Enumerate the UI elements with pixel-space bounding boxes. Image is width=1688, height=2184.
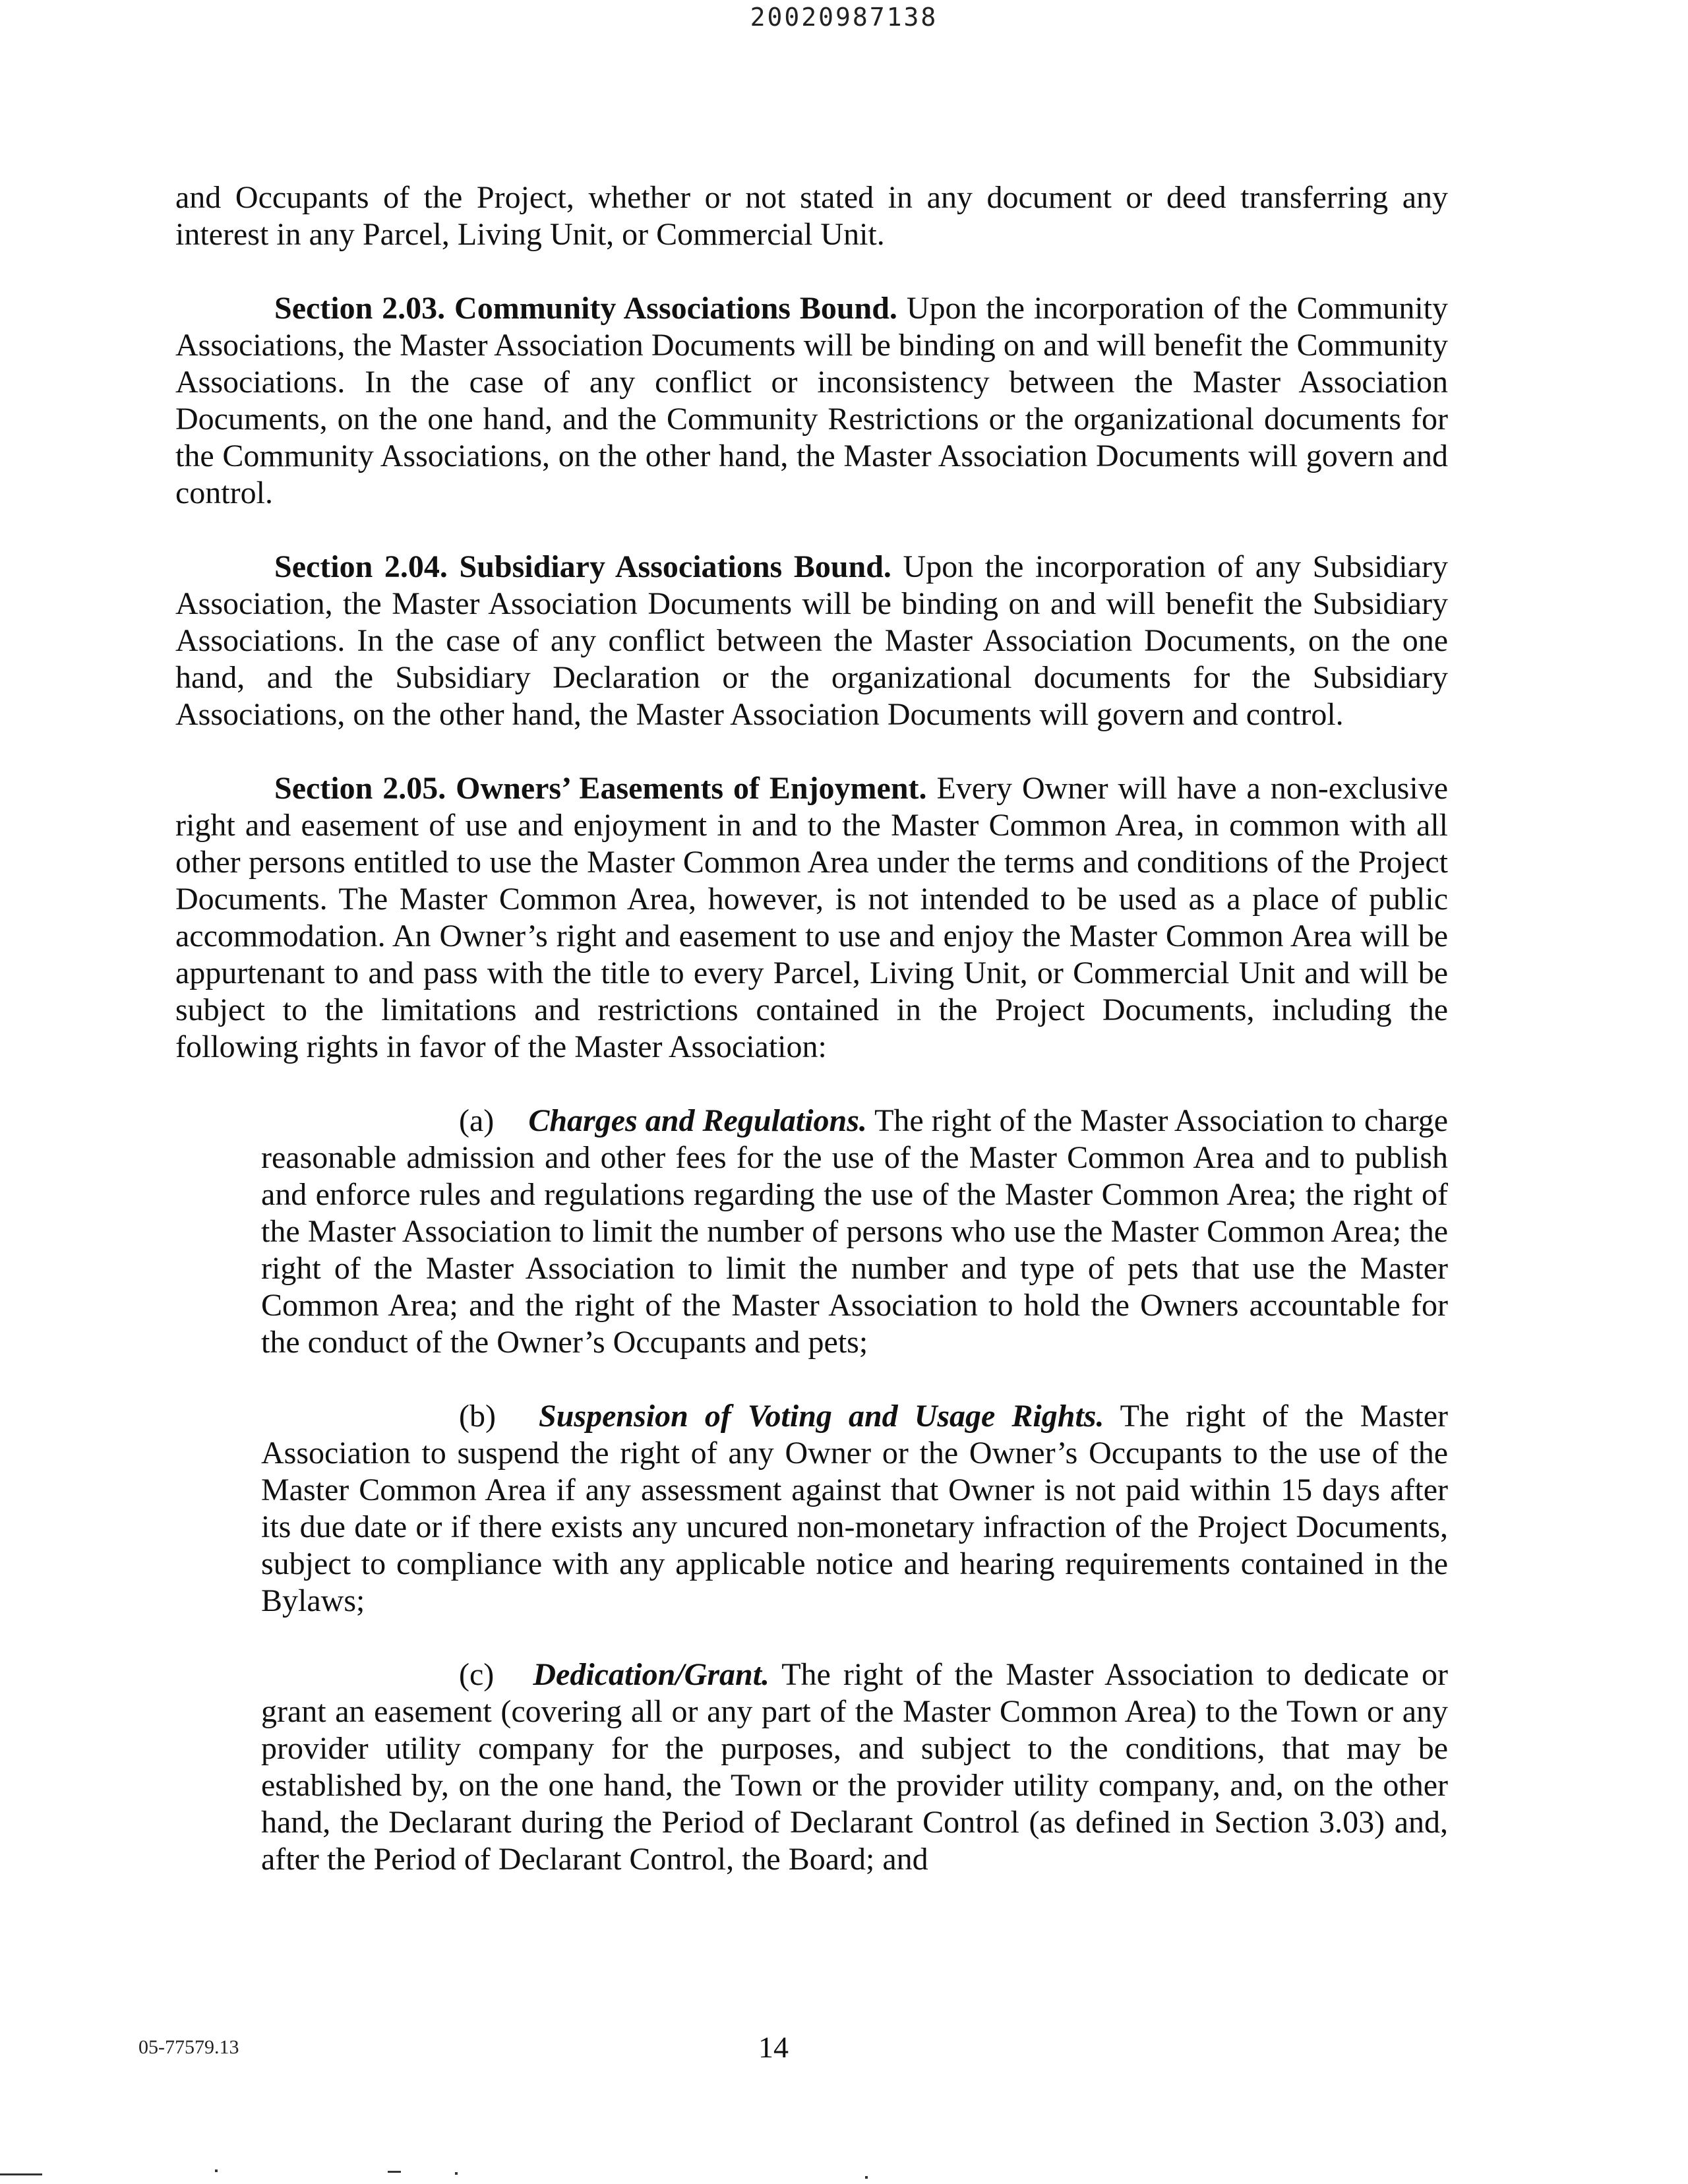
- document-body: [175, 179, 1448, 1915]
- subsection-b-heading: Suspension of Voting and Usage Rights.: [539, 1399, 1104, 1434]
- section-2-05-text: Every Owner will have a non-exclusive right and easement of use and enjoyment in and to the Master Common Area, in common with all other persons entitled to use the Master Common Area under the terms and conditions of the Project Documents. The Master Common Area, however, is not intended to be used as a place of public accommodation. An Owner’s right and easement to use and enjoy the Master Common Area will be appurtenant to and pass with the title to every Parcel, Living Unit, or Commercial Unit and will be subject to the limitations and restrictions contained in the Project Documents, including the following rights in favor of the Master Association:: [175, 771, 1449, 1064]
- continuation-paragraph: and Occupants of the Project, whether or not stated in any document or deed transferring any interest in any Parcel, Living Unit, or Commercial Unit.: [175, 180, 1448, 252]
- section-2-03-heading: Section 2.03. Community Associations Bound.: [274, 291, 897, 326]
- scan-artifact: [388, 2171, 401, 2173]
- subsection-a: [261, 1103, 1448, 1361]
- document-number: 20020987138: [750, 3, 938, 32]
- section-2-05: [175, 770, 1448, 1066]
- subsection-a-heading: Charges and Regulations.: [528, 1103, 867, 1138]
- subsection-c-letter: (c): [459, 1657, 495, 1692]
- scan-artifact: [215, 2169, 218, 2172]
- scan-artifact: [0, 2173, 42, 2175]
- page-number: 14: [758, 2030, 789, 2064]
- subsection-a-letter: (a): [459, 1103, 495, 1138]
- section-2-03: [175, 290, 1448, 512]
- section-2-04-text: Upon the incorporation of any Subsidiary Association, the Master Association Documents will be binding on and will benefit the Subsidiary Associations. In the case of any conflict between the Master Association Documents, on the one hand, and the Subsidiary Declaration or the organizational documents for the Subsidiary Associations, on the other hand, the Master Association Documents will govern and control.: [175, 549, 1448, 732]
- subsection-b-letter: (b): [459, 1399, 496, 1434]
- footer-document-id: 05-77579.13: [138, 2036, 239, 2058]
- subsection-c: [261, 1656, 1448, 1878]
- section-2-04-heading: Section 2.04. Subsidiary Associations Bound.: [274, 549, 891, 584]
- subsection-c-text: The right of the Master Association to dedicate or grant an easement (covering all or any part of the Master Common Area) to the Town or any provider utility company for the purposes, and subject to the conditions, that may be established by, on the one hand, the Town or the provider utility company, and, on the other hand, the Declarant during the Period of Declarant Control (as defined in Section 3.03) and, after the Period of Declarant Control, the Board; and: [261, 1657, 1449, 1877]
- section-2-04: [175, 549, 1448, 733]
- subsection-a-text: The right of the Master Association to charge reasonable admission and other fees for the use of the Master Common Area and to publish and enforce rules and regulations regarding the use of the Master Common Area; the right of the Master Association to limit the number of persons who use the Master Common Area; the right of the Master Association to limit the number and type of pets that use the Master Common Area; and the right of the Master Association to hold the Owners accountable for the conduct of the Owner’s Occupants and pets;: [261, 1103, 1449, 1360]
- scan-artifact: [865, 2176, 868, 2179]
- scan-artifact: [455, 2172, 458, 2175]
- subsection-c-heading: Dedication/Grant.: [533, 1657, 770, 1692]
- subsection-b-text: The right of the Master Association to suspend the right of any Owner or the Owner’s Occupants to the use of the Master Common Area if any assessment against that Owner is not paid within 15 days after its due date or if there exists any uncured non-monetary infraction of the Project Documents, subject to compliance with any applicable notice and hearing requirements contained in the Bylaws;: [261, 1399, 1449, 1618]
- subsection-b: [261, 1398, 1448, 1620]
- section-2-03-text: Upon the incorporation of the Community Associations, the Master Association Documents will be binding on and will benefit the Community Associations. In the case of any conflict or inconsistency between the Master Association Documents, on the one hand, and the Community Restrictions or the organizational documents for the Community Associations, on the other hand, the Master Association Documents will govern and control.: [175, 291, 1449, 510]
- section-2-05-heading: Section 2.05. Owners’ Easements of Enjoyment.: [274, 771, 927, 806]
